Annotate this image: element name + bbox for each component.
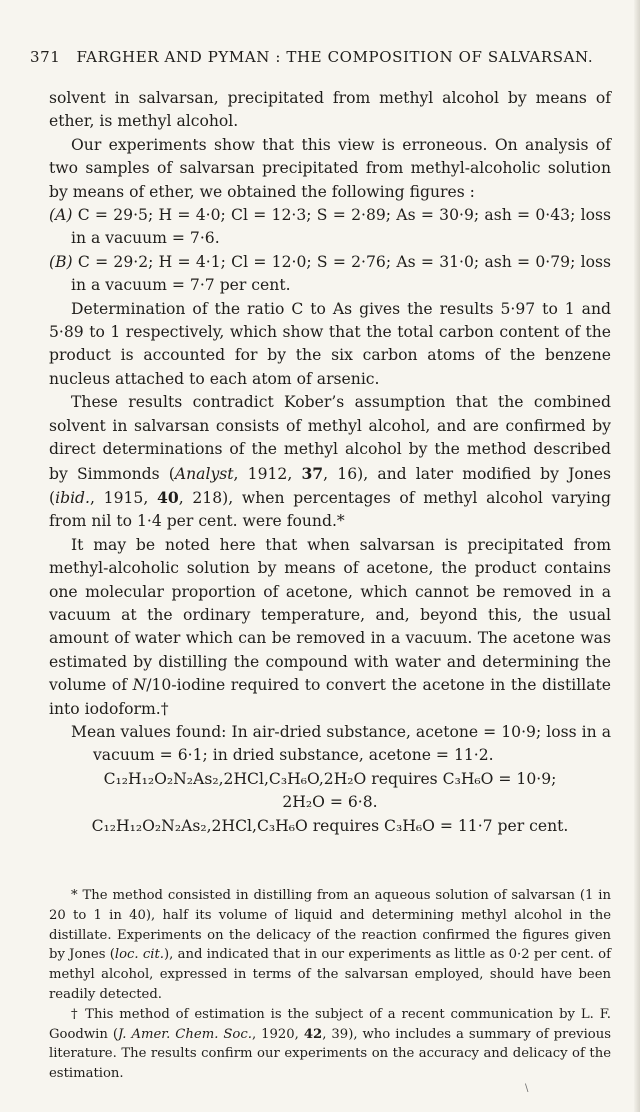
paragraph-1: solvent in salvarsan, precipitated from methyl alcohol by means of ether, is methyl alcohol. <box>49 89 611 131</box>
p5-text-2: /10-iodine required to convert the acetone in the distillate into iodoform.† <box>49 676 611 718</box>
citation-volume-37: 37 <box>301 463 324 483</box>
analysis-a-label: (A) <box>49 206 73 225</box>
analysis-a-text: C = 29·5; H = 4·0; Cl = 12·3; S = 2·89; As = 30·9; ash = 0·43; loss in a vacuum = 7·6. <box>71 206 611 248</box>
footnote-2-text: † This method of estimation is the subject of a recent communication by L. F. Goodwin ( <box>49 1006 611 1042</box>
footnote-1 <box>49 886 611 1005</box>
body-text <box>49 87 611 838</box>
footnote-1-loc-cit: loc. cit. <box>114 947 164 963</box>
paragraph-4 <box>49 391 611 533</box>
p4-text-3: , 16), and later modified by Jones ( <box>49 464 611 507</box>
analysis-a <box>49 204 611 251</box>
footnote-2-journal: J. Amer. Chem. Soc. <box>118 1026 252 1042</box>
analysis-b <box>49 251 611 298</box>
p5-text-1: It may be noted here that when salvarsan is precipitated from methyl-alcoholic solution by means of acetone, the product contains one molecular proportion of acetone, which cannot be removed in a vacuum at the ordinary temperature, and, beyond this, the usual amount of water which can be removed in a vacuum. The acetone was estimated by distilling the compound with water and determining the volume of <box>49 535 611 695</box>
p4-text-4: , 1915, <box>90 488 158 507</box>
citation-volume-40: 40 <box>157 487 179 507</box>
paragraph-2: Our experiments show that this view is erroneous. On analysis of two samples of salvarsan precipitated from methyl-alcoholic solution by means of ether, we obtained the following figures : <box>49 135 611 201</box>
footnote-2-mid: , 1920, <box>251 1026 304 1042</box>
formula-2: C₁₂H₁₂O₂N₂As₂,2HCl,C₃H₆O requires C₃H₆O = 11·7 per cent. <box>91 816 569 835</box>
p4-text-1: These results contradict Kober’s assumption that the combined solvent in salvarsan consists of methyl alcohol, and are confirmed by direct determinations of the methyl alcohol by the method described by Simmonds ( <box>49 393 611 483</box>
running-header <box>30 48 610 66</box>
stray-mark: \ <box>525 1083 529 1094</box>
footnote-1-text: * The method consisted in distilling from an aqueous solution of salvarsan (1 in 20 to 1 in 40), half its volume of liquid and determining methyl alcohol in the distillate. Experiments on the delicacy of the reaction confirmed the figures given by Jones ( <box>49 888 611 963</box>
p4-text-2: , 1912, <box>233 464 302 483</box>
formula-1: C₁₂H₁₂O₂N₂As₂,2HCl,C₃H₆O,2H₂O requires C₃H₆O = 10·9; <box>103 769 557 788</box>
citation-ibid: ibid. <box>55 488 90 507</box>
paragraph-5 <box>49 534 611 721</box>
running-title: FARGHER AND PYMAN : THE COMPOSITION OF SALVARSAN. <box>76 48 594 66</box>
analysis-b-text: C = 29·2; H = 4·1; Cl = 12·0; S = 2·76; As = 31·0; ash = 0·79; loss in a vacuum = 7·7 per cent. <box>71 252 611 295</box>
page-number: 371 <box>30 48 61 66</box>
paragraph-3: Determination of the ratio C to As gives the results 5·97 to 1 and 5·89 to 1 respectively, which show that the total carbon content of the product is accounted for by the six carbon atoms of the benzene nucleus attached to each atom of arsenic. <box>49 299 611 388</box>
footnote-2-volume: 42 <box>303 1026 323 1042</box>
formula-1-cont: 2H₂O = 6·8. <box>282 793 378 812</box>
normality-n: N <box>132 676 147 695</box>
page-edge-shadow <box>634 0 640 1112</box>
footnote-1-end: ), and indicated that in our experiments as little as 0·2 per cent. of methyl alcohol, expressed in terms of the salvarsan employed, should have been readily detected. <box>49 947 611 1002</box>
footnotes <box>49 886 611 1084</box>
mean-values: Mean values found: In air-dried substance, acetone = 10·9; loss in a vacuum = 6·1; in dried substance, acetone = 11·2. <box>71 722 611 765</box>
footnote-2-end: , 39), who includes a summary of previous literature. The results confirm our experiments on the accuracy and delicacy of the estimation. <box>49 1026 611 1082</box>
analysis-b-label: (B) <box>49 252 73 271</box>
footnote-2 <box>49 1005 611 1084</box>
p4-text-5: , 218), when percentages of methyl alcohol varying from nil to 1·4 per cent. were found.* <box>49 488 611 531</box>
citation-analyst: Analyst <box>174 464 234 483</box>
